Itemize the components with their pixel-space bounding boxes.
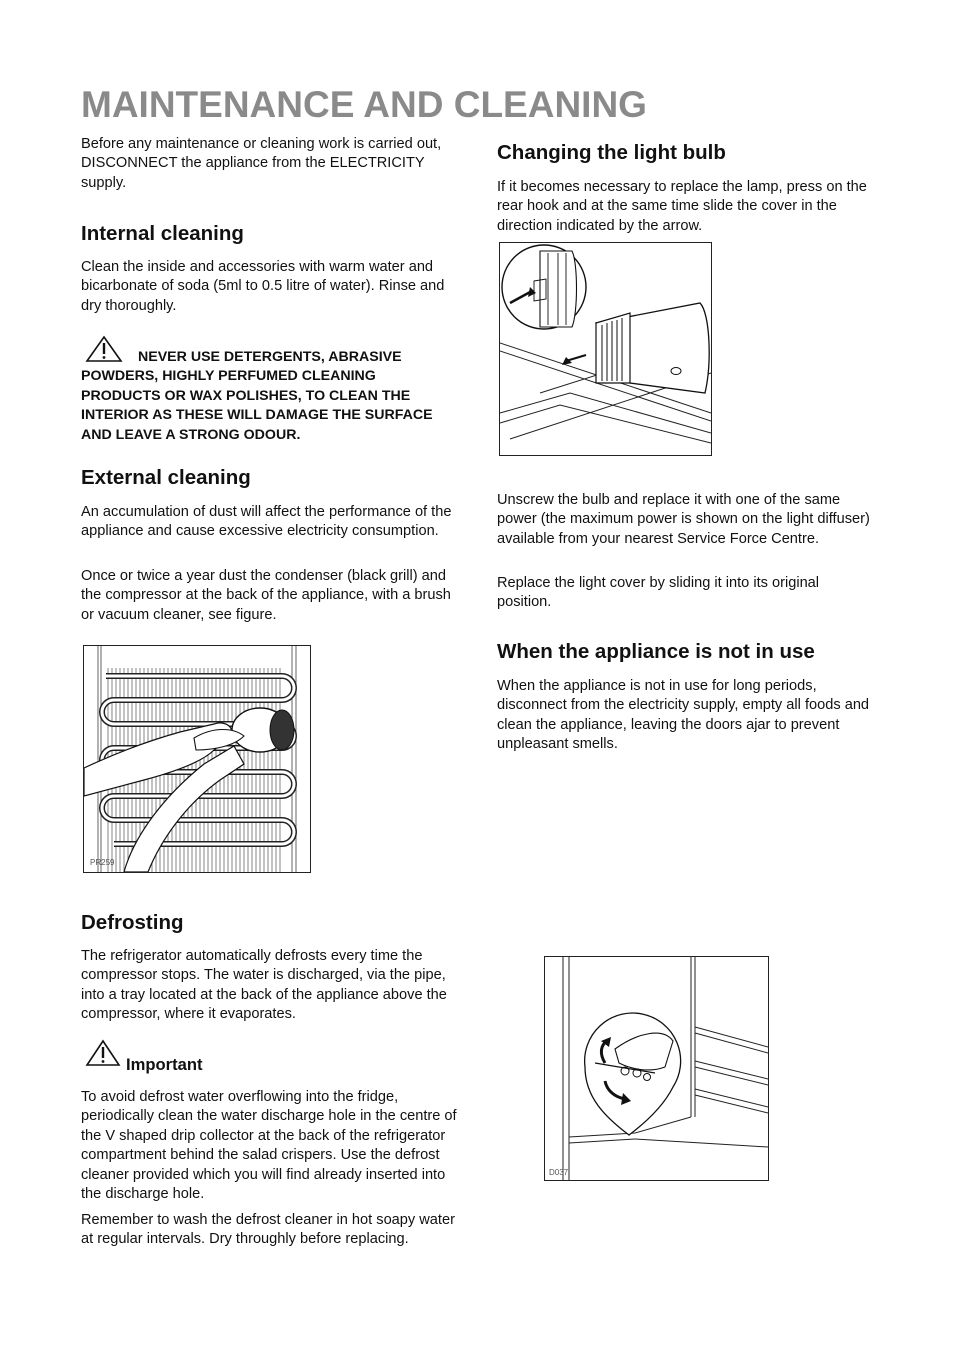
important-label: Important (126, 1055, 203, 1074)
defrosting-heading: Defrosting (81, 911, 184, 934)
condenser-illustration (84, 646, 310, 872)
defrosting-text-2: To avoid defrost water overflowing into the fridge, periodically clean the water discharge hole in the centre of the V shaped drip collector at the back of the refrigerator compartment behind the salad crispers. Use the defrost cleaner provided which you will find already inserted into the discharge hole. (81, 1089, 457, 1203)
internal-cleaning-heading: Internal cleaning (81, 222, 244, 245)
light-bulb-text-1: If it becomes necessary to replace the lamp, press on the rear hook and at the same time slide the cover in the direction indicated by the arrow. (497, 179, 867, 234)
important-note (81, 1039, 461, 1075)
defrosting-text: The refrigerator automatically defrosts every time the compressor stops. The water is discharged, via the pipe, into a tray located at the back of the appliance above the compressor, where it evaporates. (81, 948, 447, 1023)
warning-icon (85, 1039, 121, 1067)
warning-text: NEVER USE DETERGENTS, ABRASIVE POWDERS, HIGHLY PERFUMED CLEANING PRODUCTS OR WAX POLISHES, TO CLEAN THE INTERIOR AS THESE WILL DAMAGE THE SURFACE AND LEAVE A STRONG ODOUR. (81, 349, 433, 443)
light-bulb-text-3: Replace the light cover by sliding it into its original position. (497, 575, 820, 611)
external-cleaning-text-2: Once or twice a year dust the condenser (black grill) and the compressor at the back of the appliance, with a brush or vacuum cleaner, see figure. (81, 568, 451, 623)
external-cleaning-heading: External cleaning (81, 466, 251, 489)
light-bulb-heading: Changing the light bulb (497, 141, 726, 164)
not-in-use-text: When the appliance is not in use for long periods, disconnect from the electricity supply, empty all foods and clean the appliance, leaving the doors ajar to prevent unpleasant smells. (497, 678, 870, 753)
page-title: MAINTENANCE AND CLEANING (81, 84, 647, 125)
condenser-figure (83, 645, 311, 873)
defrosting-text-3: Remember to wash the defrost cleaner in hot soapy water at regular intervals. Dry throughly before replacing. (81, 1212, 455, 1248)
light-cover-figure (499, 242, 712, 456)
defrost-figure (544, 956, 769, 1181)
intro-text: Before any maintenance or cleaning work is carried out, DISCONNECT the appliance from the ELECTRICITY supply. (81, 136, 442, 191)
internal-cleaning-text: Clean the inside and accessories with warm water and bicarbonate of soda (5ml to 0.5 litre of water). Rinse and dry thoroughly. (81, 259, 445, 314)
light-cover-illustration (500, 243, 711, 455)
figure-code: PR259 (90, 858, 115, 867)
warning-icon (85, 335, 123, 363)
external-cleaning-text-1: An accumulation of dust will affect the performance of the appliance and cause excessive electricity consumption. (81, 504, 452, 540)
light-bulb-text-2: Unscrew the bulb and replace it with one of the same power (the maximum power is shown on the light diffuser) available from your nearest Service Force Centre. (497, 492, 870, 547)
figure-code: D037 (549, 1168, 569, 1177)
defrost-illustration (545, 957, 768, 1180)
not-in-use-heading: When the appliance is not in use (497, 640, 815, 663)
internal-warning (81, 335, 459, 445)
